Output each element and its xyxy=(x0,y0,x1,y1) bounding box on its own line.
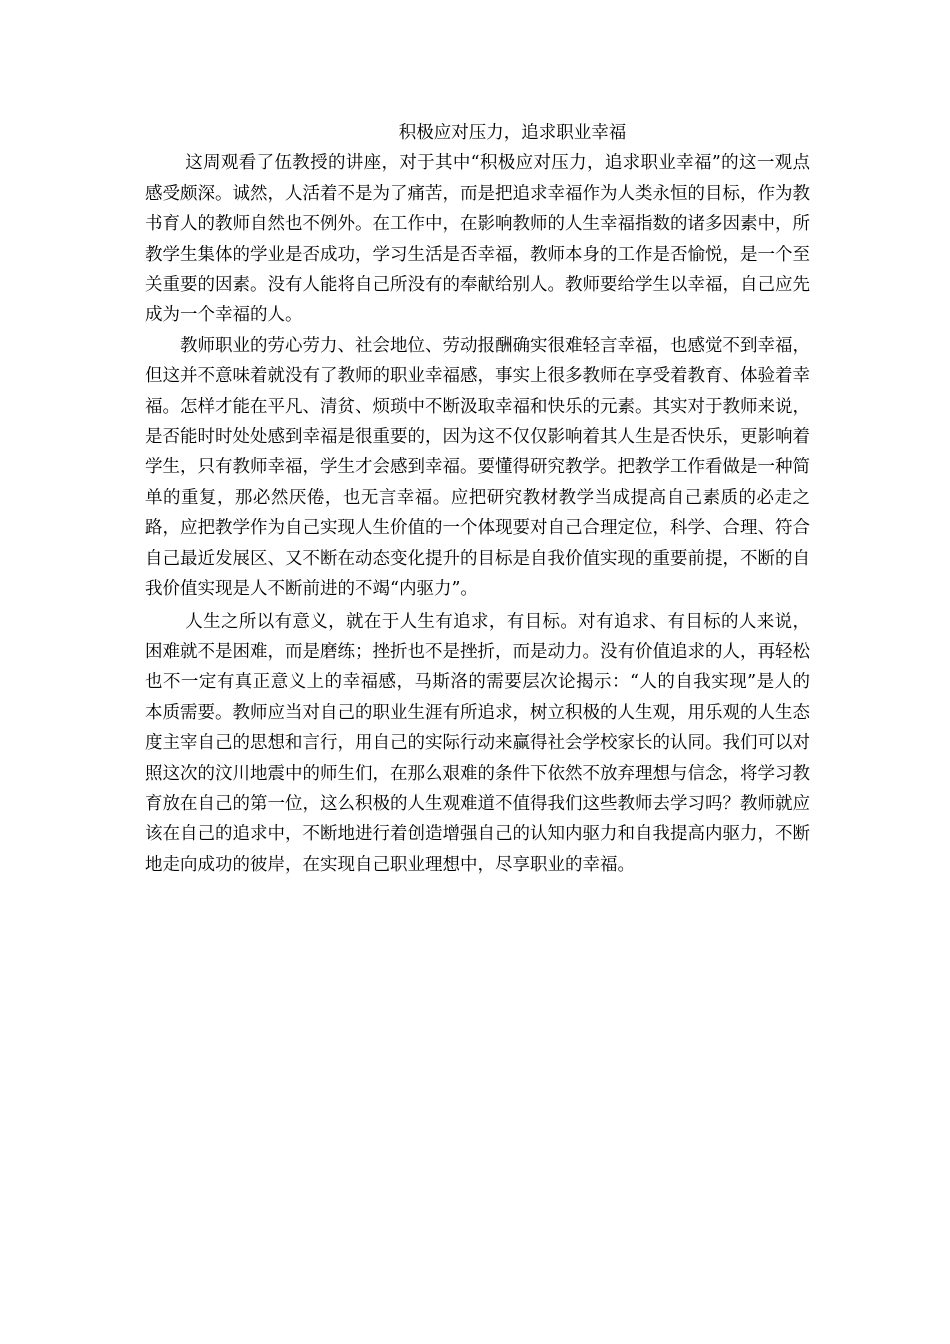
paragraph-2: 教师职业的劳心劳力、社会地位、劳动报酬确实很难轻言幸福，也感觉不到幸福，但这并不意味着就没有了教师的职业幸福感，事实上很多教师在享受着教育、体验着幸福。怎样才能在平凡、清贫、烦琐中不断汲取幸福和快乐的元素。其实对于教师来说，是否能时时处处感到幸福是很重要的，因为这不仅仅影响着其人生是否快乐，更影响着学生，只有教师幸福，学生才会感到幸福。要懂得研究教学。把教学工作看做是一种简单的重复，那必然厌倦，也无言幸福。应把研究教材教学当成提高自己素质的必走之路，应把教学作为自己实现人生价值的一个体现要对自己合理定位，科学、合理、符合自己最近发展区、又不断在动态变化提升的目标是自我价值实现的重要前提，不断的自我价值实现是人不断前进的不竭“内驱力”。 xyxy=(145,335,810,600)
document-title: 积极应对压力，追求职业幸福 xyxy=(398,123,627,143)
document-body xyxy=(145,118,810,880)
paragraph-3: 人生之所以有意义，就在于人生有追求，有目标。对有追求、有目标的人来说，困难就不是困难，而是磨练；挫折也不是挫折，而是动力。没有价值追求的人，再轻松也不一定有真正意义上的幸福感，马斯洛的需要层次论揭示：“人的自我实现”是人的本质需要。教师应当对自己的职业生涯有所追求，树立积极的人生观，用乐观的人生态度主宰自己的思想和言行，用自己的实际行动来赢得社会学校家长的认同。我们可以对照这次的汶川地震中的师生们，在那么艰难的条件下依然不放弃理想与信念，将学习教育放在自己的第一位，这么积极的人生观难道不值得我们这些教师去学习吗？教师就应该在自己的追求中，不断地进行着创造增强自己的认知内驱力和自我提高内驱力，不断地走向成功的彼岸，在实现自己职业理想中，尽享职业的幸福。 xyxy=(145,611,810,875)
paragraph-1: 这周观看了伍教授的讲座，对于其中“积极应对压力，追求职业幸福”的这一观点感受颇深。诚然，人活着不是为了痛苦，而是把追求幸福作为人类永恒的目标，作为教书育人的教师自然也不例外。在工作中，在影响教师的人生幸福指数的诸多因素中，所教学生集体的学业是否成功，学习生活是否幸福，教师本身的工作是否愉悦，是一个至关重要的因素。没有人能将自己所没有的奉献给别人。教师要给学生以幸福，自己应先成为一个幸福的人。 xyxy=(145,153,810,326)
